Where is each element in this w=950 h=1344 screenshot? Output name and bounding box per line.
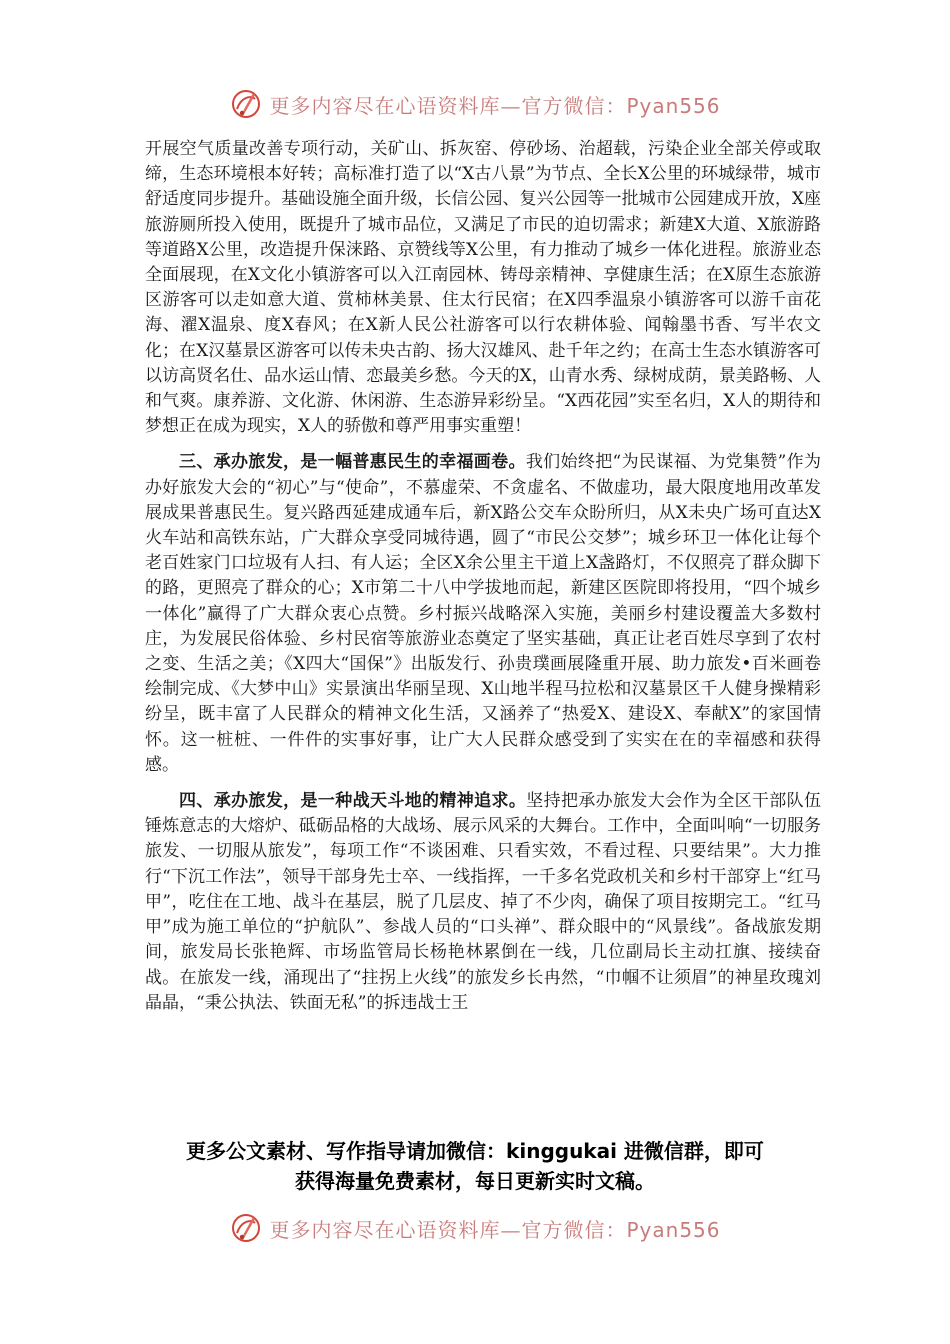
promo-line-2: 获得海量免费素材，每日更新实时文稿。 <box>295 1169 655 1193</box>
pen-swirl-logo-icon <box>229 1211 263 1245</box>
pen-swirl-logo-icon <box>229 87 263 121</box>
section-heading-3: 三、承办旅发，是一幅普惠民生的幸福画卷。 <box>179 452 526 473</box>
footer-wechat-id: Pyan556 <box>626 1217 721 1242</box>
paragraph-2: 三、承办旅发，是一幅普惠民生的幸福画卷。我们始终把“为民谋福、为党集赞”作为办好旅发大会的“初心”与“使命”，不慕虚荣、不贪虚名、不做虚功，最大限度地用改革发展成果普惠民生。复兴路西延建成通车后，新X路公交车众盼所归，从X未央广场可直达X火车站和高铁东站，广大群众享受同城待遇，圆了“市民公交梦”；城乡环卫一体化让每个老百姓家门口垃圾有人扫、有人运；全区X余公里主干道上X盏路灯，不仅照亮了群众脚下的路，更照亮了群众的心；X市第二十八中学拔地而起，新建区医院即将投用，“四个城乡一体化”赢得了广大群众衷心点赞。乡村振兴战略深入实施，美丽乡村建设覆盖大多数村庄，为发展民俗体验、乡村民宿等旅游业态奠定了坚实基础，真正让老百姓尽享到了农村之变、生活之美；《X四大“国保”》出版发行、孙贵璞画展隆重开展、助力旅发•百米画卷绘制完成、《大梦中山》实景演出华丽呈现、X山地半程马拉松和汉墓景区千人健身操精彩纷呈，既丰富了人民群众的精神文化生活，又涵养了“热爱X、建设X、奉献X”的家国情怀。这一桩桩、一件件的实事好事，让广大人民群众感受到了实实在在的幸福感和获得感。 <box>145 452 822 775</box>
footer-banner-text: 更多内容尽在心语资料库—官方微信：Pyan556 <box>269 1217 721 1242</box>
header-banner-text: 更多内容尽在心语资料库—官方微信：Pyan556 <box>269 93 721 118</box>
header-wechat-id: Pyan556 <box>626 93 721 118</box>
paragraph-1: 开展空气质量改善专项行动，关矿山、拆灰窑、停砂场、治超载，污染企业全部关停或取缔，生态环境根本好转；高标准打造了以“X古八景”为节点、全长X公里的环城绿带，城市舒适度同步提升。基础设施全面升级，长信公园、复兴公园等一批城市公园建成开放，X座旅游厕所投入使用，既提升了城市品位，又满足了市民的迫切需求；新建X大道、X旅游路等道路X公里，改造提升保涞路、京赞线等X公里，有力推动了城乡一体化进程。旅游业态全面展现，在X文化小镇游客可以入江南园林、铸母亲精神、享健康生活；在X原生态旅游区游客可以走如意大道、赏柿林美景、住太行民宿；在X四季温泉小镇游客可以游千亩花海、濯X温泉、度X春风；在X新人民公社游客可以行农耕体验、闻翰墨书香、写半农文化；在X汉墓景区游客可以传未央古韵、扬大汉雄风、赴千年之约；在高士生态水镇游客可以访高贤名仕、品水运山情、恋最美乡愁。今天的X，山青水秀、绿树成荫，景美路畅、人和气爽。康养游、文化游、休闲游、生态游异彩纷呈。“X西花园”实至名归，X人的期待和梦想正在成为现实，X人的骄傲和尊严用事实重塑！ <box>145 139 821 437</box>
footer-banner <box>0 1208 950 1248</box>
promo-line-1: 更多公文素材、写作指导请加微信：kinggukai 进微信群，即可 <box>186 1139 764 1163</box>
header-banner <box>0 84 950 124</box>
promo-notice <box>130 1136 820 1196</box>
paragraph-3: 四、承办旅发，是一种战天斗地的精神追求。坚持把承办旅发大会作为全区干部队伍锤炼意志的大熔炉、砥砺品格的大战场、展示风采的大舞台。工作中，全面叫响“一切服务旅发、一切服从旅发”，每项工作“不谈困难、只看实效，不看过程、只要结果”。大力推行“下沉工作法”，领导干部身先士卒、一线指挥，一千多名党政机关和乡村干部穿上“红马甲”，吃住在工地、战斗在基层，脱了几层皮、掉了不少肉，确保了项目按期完工。“红马甲”成为施工单位的“护航队”、参战人员的“口头禅”、群众眼中的“风景线”。备战旅发期间，旅发局长张艳辉、市场监管局长杨艳林累倒在一线，几位副局长主动扛旗、接续奋战。在旅发一线，涌现出了“拄拐上火线”的旅发乡长冉然，“巾帼不让须眉”的神星玫瑰刘晶晶，“秉公执法、铁面无私”的拆违战士王 <box>145 791 822 1013</box>
section-heading-4: 四、承办旅发，是一种战天斗地的精神追求。 <box>179 791 527 812</box>
document-body <box>145 137 821 1027</box>
